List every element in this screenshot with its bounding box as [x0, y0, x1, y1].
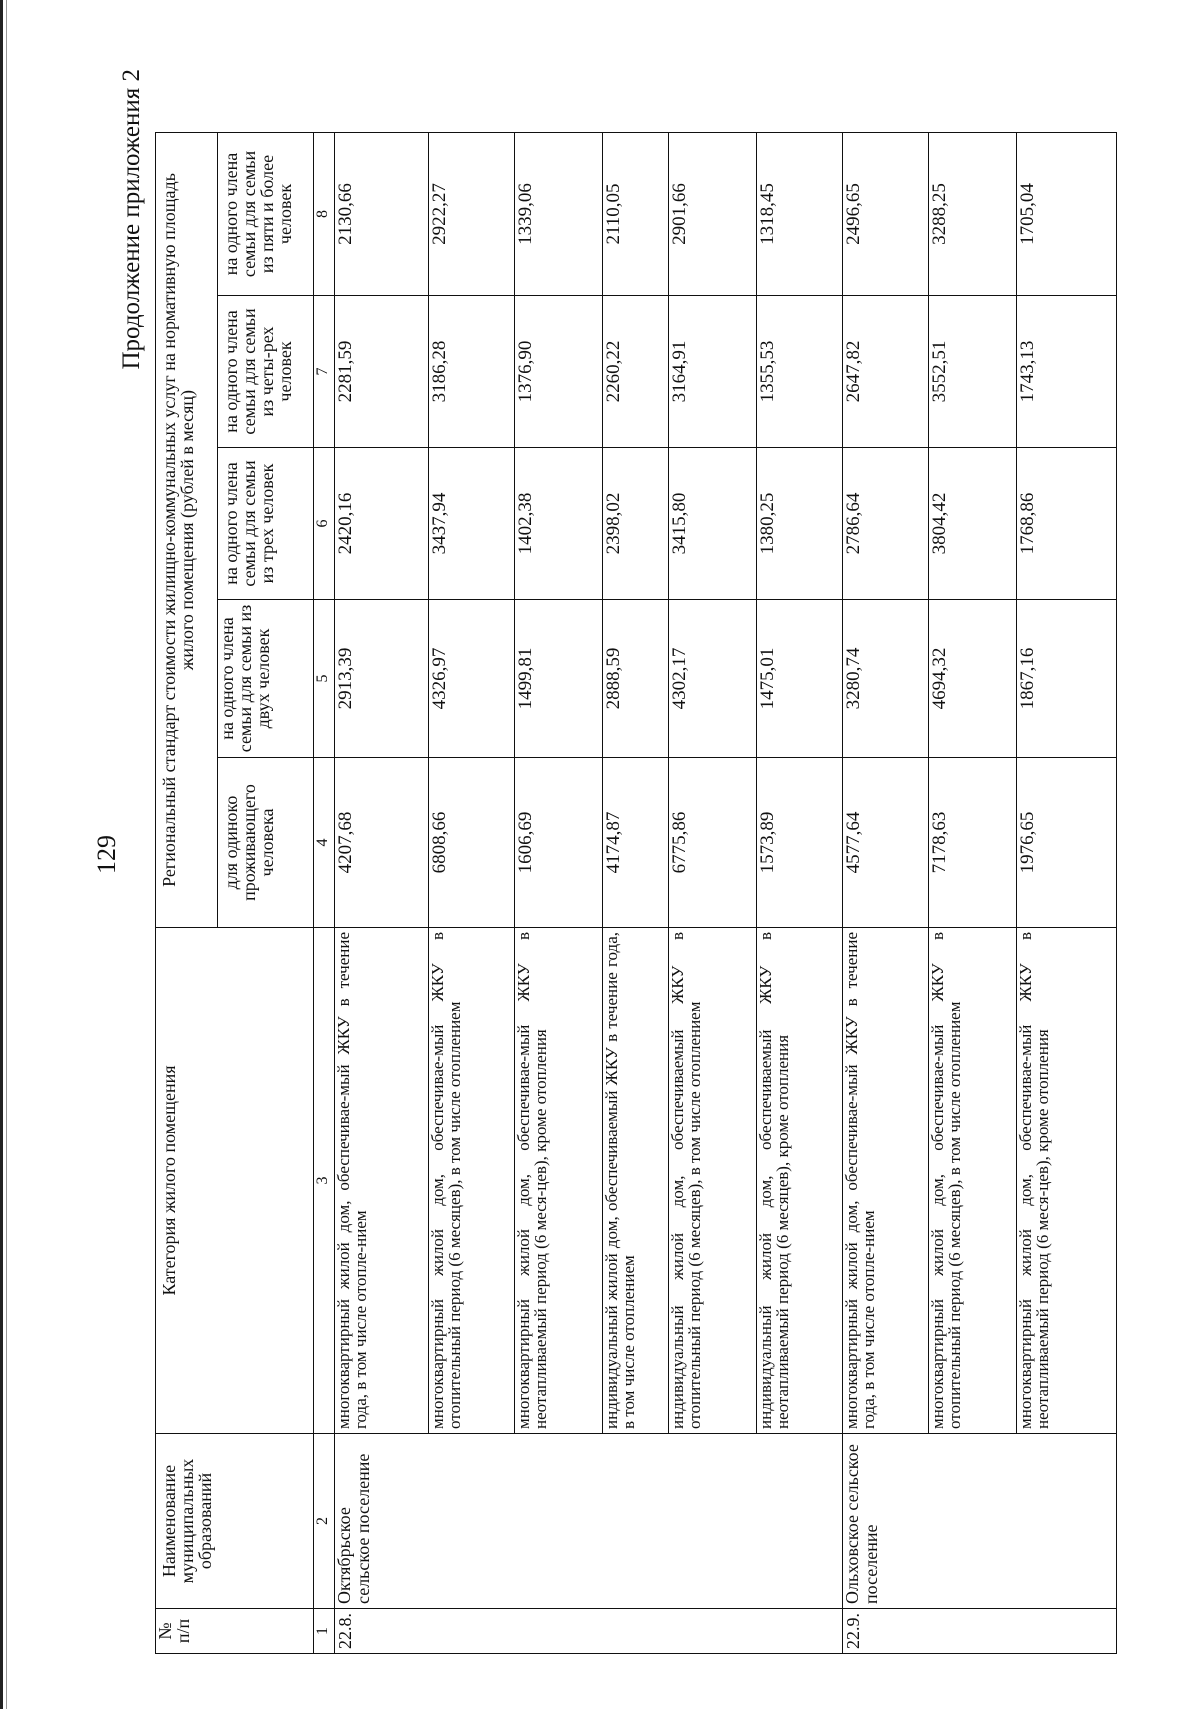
- table-row: [515, 133, 603, 1654]
- value-cell: 2901,66: [669, 133, 757, 296]
- value-cell: 4174,87: [603, 758, 669, 928]
- value-cell: 1318,45: [757, 133, 843, 296]
- value-cell: 7178,63: [929, 758, 1017, 928]
- column-number: 2: [314, 1434, 335, 1609]
- column-number: 8: [314, 133, 335, 296]
- value-cell: 1743,13: [1017, 296, 1117, 448]
- table-header: [156, 133, 335, 1654]
- row-index: 22.9.: [843, 1609, 1117, 1654]
- category-text: многоквартирный жилой дом, обеспечивае-мый ЖКУ в отопительный период (6 месяцев), в том числе отоплением: [929, 928, 1017, 1434]
- value-cell: 1380,25: [757, 448, 843, 600]
- value-cell: 1499,81: [515, 600, 603, 758]
- value-cell: 2913,39: [335, 600, 429, 758]
- value-cell: 2496,65: [843, 133, 929, 296]
- category-text: индивидуальный жилой дом, обеспечиваемый ЖКУ в отопительный период (6 месяцев), в том числе отоплением: [669, 928, 757, 1434]
- value-cell: 2922,27: [429, 133, 515, 296]
- value-cell: 3288,25: [929, 133, 1017, 296]
- table-row: [929, 133, 1017, 1654]
- row-index: 22.8.: [335, 1609, 843, 1654]
- value-cell: 4302,17: [669, 600, 757, 758]
- value-cell: 1475,01: [757, 600, 843, 758]
- table-row: [757, 133, 843, 1654]
- value-cell: 2398,02: [603, 448, 669, 600]
- column-number: 3: [314, 928, 335, 1434]
- value-cell: 4207,68: [335, 758, 429, 928]
- category-text: многоквартирный жилой дом, обеспечивае-мый ЖКУ в отопительный период (6 месяцев), в том числе отоплением: [429, 928, 515, 1434]
- value-cell: 2130,66: [335, 133, 429, 296]
- value-cell: 2420,16: [335, 448, 429, 600]
- header-col6: на одного члена семьи для семьи из трех человек: [218, 448, 314, 600]
- column-number-row: [314, 133, 335, 1654]
- category-text: многоквартирный жилой дом, обеспечивае-мый ЖКУ в течение года, в том числе отопле-нием: [335, 928, 429, 1434]
- value-cell: 4577,64: [843, 758, 929, 928]
- header-col7: на одного члена семьи для семьи из четы-рех человек: [218, 296, 314, 448]
- municipality-name: Ольховское сельское поселение: [843, 1434, 1117, 1609]
- value-cell: 1976,65: [1017, 758, 1117, 928]
- page-number: 129: [92, 835, 121, 874]
- value-cell: 3437,94: [429, 448, 515, 600]
- value-cell: 1573,89: [757, 758, 843, 928]
- header-group: Региональный стандарт стоимости жилищно-коммунальных услуг на нормативную площадь жилого помещения (рублей в месяц): [156, 133, 218, 928]
- value-cell: 2281,59: [335, 296, 429, 448]
- value-cell: 2888,59: [603, 600, 669, 758]
- column-number: 5: [314, 600, 335, 758]
- header-col5: на одного члена семьи для семьи из двух человек: [218, 600, 314, 758]
- appendix-title: Продолжение приложения 2: [118, 69, 145, 370]
- value-cell: 2647,82: [843, 296, 929, 448]
- value-cell: 1376,90: [515, 296, 603, 448]
- value-cell: 3804,42: [929, 448, 1017, 600]
- category-text: многоквартирный жилой дом, обеспечивае-мый ЖКУ в неотапливаемый период (6 меся-цев), кроме отопления: [1017, 928, 1117, 1434]
- table-row: [603, 133, 669, 1654]
- value-cell: 4694,32: [929, 600, 1017, 758]
- table-row: [335, 133, 429, 1654]
- table-row: [669, 133, 757, 1654]
- municipality-name: Октябрьское сельское поселение: [335, 1434, 843, 1609]
- header-col8: на одного члена семьи для семьи из пяти и более человек: [218, 133, 314, 296]
- column-number: 6: [314, 448, 335, 600]
- value-cell: 1705,04: [1017, 133, 1117, 296]
- column-number: 4: [314, 758, 335, 928]
- table-row: [1017, 133, 1117, 1654]
- value-cell: 6775,86: [669, 758, 757, 928]
- value-cell: 1606,69: [515, 758, 603, 928]
- header-num: № п/п: [156, 1609, 314, 1654]
- value-cell: 4326,97: [429, 600, 515, 758]
- header-col4: для одиноко проживающего человека: [218, 758, 314, 928]
- value-cell: 3415,80: [669, 448, 757, 600]
- column-number: 1: [314, 1609, 335, 1654]
- table-body: [335, 133, 1117, 1654]
- value-cell: 3280,74: [843, 600, 929, 758]
- column-number: 7: [314, 296, 335, 448]
- standards-table: [155, 132, 1117, 1654]
- value-cell: 2786,64: [843, 448, 929, 600]
- value-cell: 6808,66: [429, 758, 515, 928]
- value-cell: 1768,86: [1017, 448, 1117, 600]
- value-cell: 2260,22: [603, 296, 669, 448]
- value-cell: 3164,91: [669, 296, 757, 448]
- category-text: многоквартирный жилой дом, обеспечивае-мый ЖКУ в течение года, в том числе отопле-нием: [843, 928, 929, 1434]
- value-cell: 3552,51: [929, 296, 1017, 448]
- value-cell: 1355,53: [757, 296, 843, 448]
- header-category: Категория жилого помещения: [156, 928, 314, 1434]
- value-cell: 1402,38: [515, 448, 603, 600]
- value-cell: 1339,06: [515, 133, 603, 296]
- table-row: [843, 133, 929, 1654]
- table-row: [429, 133, 515, 1654]
- category-text: многоквартирный жилой дом, обеспечивае-мый ЖКУ в неотапливаемый период (6 меся-цев), кроме отопления: [515, 928, 603, 1434]
- category-text: индивидуальный жилой дом, обеспечиваемый ЖКУ в неотапливаемый период (6 месяцев), кроме отопления: [757, 928, 843, 1434]
- header-name: Наименование муниципальных образований: [156, 1434, 314, 1609]
- value-cell: 2110,05: [603, 133, 669, 296]
- value-cell: 1867,16: [1017, 600, 1117, 758]
- value-cell: 3186,28: [429, 296, 515, 448]
- category-text: индивидуальный жилой дом, обеспечиваемый ЖКУ в течение года, в том числе отоплением: [603, 928, 669, 1434]
